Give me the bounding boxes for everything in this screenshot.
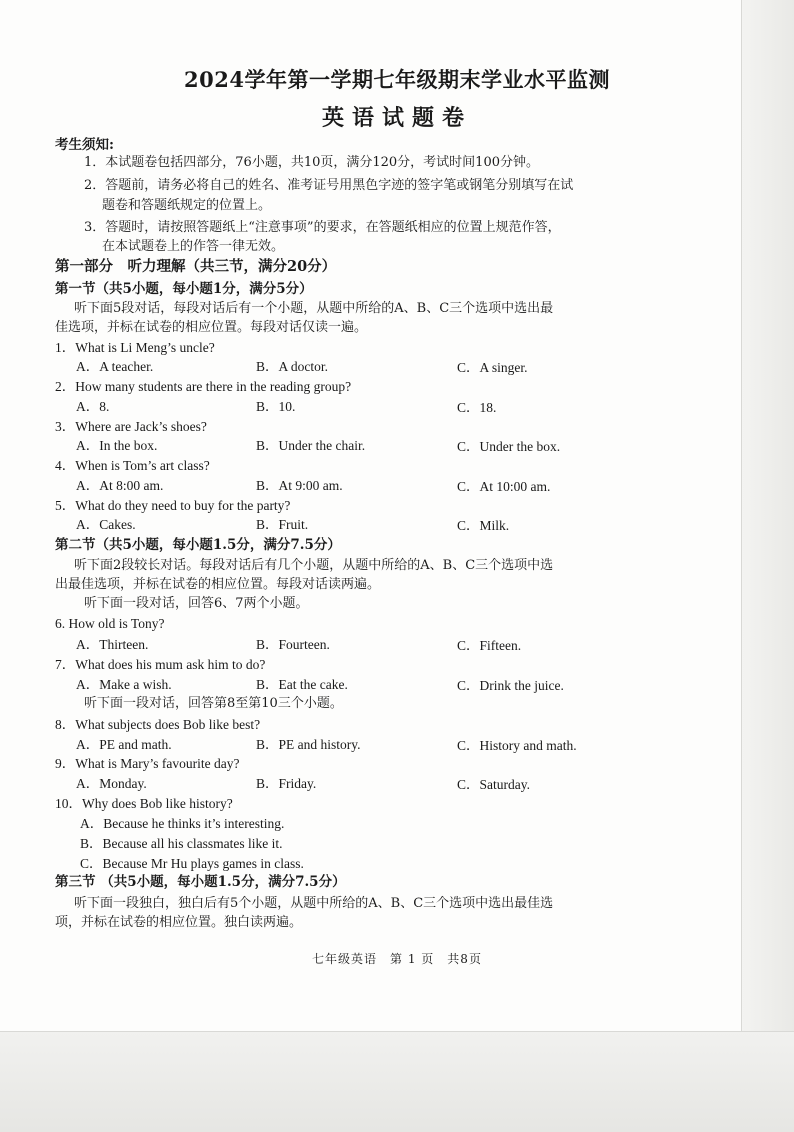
question-3: 3．Where are Jack’s shoes? xyxy=(55,419,207,434)
q4-option-b: B．At 9:00 am. xyxy=(256,478,343,493)
question-8: 8．What subjects does Bob like best? xyxy=(55,717,261,732)
question-2: 2．How many students are there in the reading group? xyxy=(55,379,352,394)
note-8-10: 听下面一段对话，回答第8至第10三个小题。 xyxy=(84,696,343,711)
q6-option-c: C．Fifteen. xyxy=(457,638,522,653)
q7-option-b: B．Eat the cake. xyxy=(256,677,348,692)
note-6-7: 听下面一段对话，回答6、7两个小题。 xyxy=(84,596,309,611)
q6-option-a: A．Thirteen. xyxy=(76,637,149,652)
q8-option-a: A．PE and math. xyxy=(76,737,172,752)
q9-option-b: B．Friday. xyxy=(256,776,317,791)
page-footer: 七年级英语 第 1 页 共8页 xyxy=(312,952,482,966)
section2-title: 第二节（共5小题，每小题1.5分，满分7.5分） xyxy=(55,537,341,553)
section2-instructions: 出最佳选项，并标在试卷的相应位置。每段对话读两遍。 xyxy=(55,577,381,592)
q1-option-b: B．A doctor. xyxy=(256,359,329,374)
q7-option-c: C．Drink the juice. xyxy=(457,678,564,693)
part1-title: 第一部分 听力理解（共三节，满分20分） xyxy=(55,258,337,275)
q2-option-b: B．10. xyxy=(256,399,296,414)
scan-edge-right xyxy=(741,0,794,1032)
q3-option-a: A．In the box. xyxy=(76,438,158,453)
section1-title: 第一节（共5小题，每小题1分，满分5分） xyxy=(55,281,313,297)
section2-instructions: 听下面2段较长对话。每段对话后有几个小题，从题中所给的A、B、C三个选项中选 xyxy=(74,558,554,573)
q1-option-c: C．A singer. xyxy=(457,360,528,375)
section3-instructions: 项，并标在试卷的相应位置。独白读两遍。 xyxy=(55,915,303,930)
section3-instructions: 听下面一段独白，独白后有5个小题，从题中所给的A、B、C三个选项中选出最佳选 xyxy=(74,896,554,911)
note-item: 2．答题前，请务必将自己的姓名、准考证号用黑色字迹的签字笔或钢笔分别填写在试 xyxy=(84,178,574,193)
section1-instructions: 佳选项，并标在试卷的相应位置。每段对话仅读一遍。 xyxy=(55,320,368,335)
q3-option-c: C．Under the box. xyxy=(457,439,561,454)
note-item: 1．本试题卷包括四部分，76小题，共10页，满分120分，考试时间100分钟。 xyxy=(84,155,539,170)
question-1: 1．What is Li Meng’s uncle? xyxy=(55,340,215,355)
q8-option-b: B．PE and history. xyxy=(256,737,361,752)
question-6: 6. How old is Tony? xyxy=(55,616,165,631)
question-4: 4．When is Tom’s art class? xyxy=(55,458,210,473)
question-9: 9．What is Mary’s favourite day? xyxy=(55,756,240,771)
q3-option-b: B．Under the chair. xyxy=(256,438,366,453)
exam-title: 2024学年第一学期七年级期末学业水平监测 xyxy=(184,67,610,92)
question-5: 5．What do they need to buy for the party? xyxy=(55,498,291,513)
note-item: 在本试题卷上的作答一律无效。 xyxy=(102,239,285,254)
q9-option-a: A．Monday. xyxy=(76,776,147,791)
q2-option-a: A．8. xyxy=(76,399,110,414)
note-item: 题卷和答题纸规定的位置上。 xyxy=(102,198,272,213)
q5-option-c: C．Milk. xyxy=(457,518,510,533)
note-item: 3．答题时，请按照答题纸上“注意事项”的要求，在答题纸相应的位置上规范作答， xyxy=(84,220,561,235)
exam-subtitle: 英语试题卷 xyxy=(321,105,472,131)
section3-title: 第三节 （共5小题，每小题1.5分，满分7.5分） xyxy=(55,874,346,890)
q4-option-c: C．At 10:00 am. xyxy=(457,479,551,494)
q4-option-a: A．At 8:00 am. xyxy=(76,478,164,493)
q7-option-a: A．Make a wish. xyxy=(76,677,172,692)
q6-option-b: B．Fourteen. xyxy=(256,637,330,652)
q5-option-b: B．Fruit. xyxy=(256,517,309,532)
section1-instructions: 听下面5段对话，每段对话后有一个小题，从题中所给的A、B、C三个选项中选出最 xyxy=(74,301,554,316)
q2-option-c: C．18. xyxy=(457,400,497,415)
notes-heading: 考生须知: xyxy=(55,137,114,153)
scan-edge-bottom xyxy=(0,1031,794,1132)
q10-option-a: A．Because he thinks it’s interesting. xyxy=(80,816,285,831)
question-7: 7．What does his mum ask him to do? xyxy=(55,657,266,672)
question-10: 10．Why does Bob like history? xyxy=(55,796,233,811)
q10-option-c: C．Because Mr Hu plays games in class. xyxy=(80,856,304,871)
q10-option-b: B．Because all his classmates like it. xyxy=(80,836,283,851)
q8-option-c: C．History and math. xyxy=(457,738,577,753)
q9-option-c: C．Saturday. xyxy=(457,777,530,792)
q5-option-a: A．Cakes. xyxy=(76,517,136,532)
q1-option-a: A．A teacher. xyxy=(76,359,154,374)
